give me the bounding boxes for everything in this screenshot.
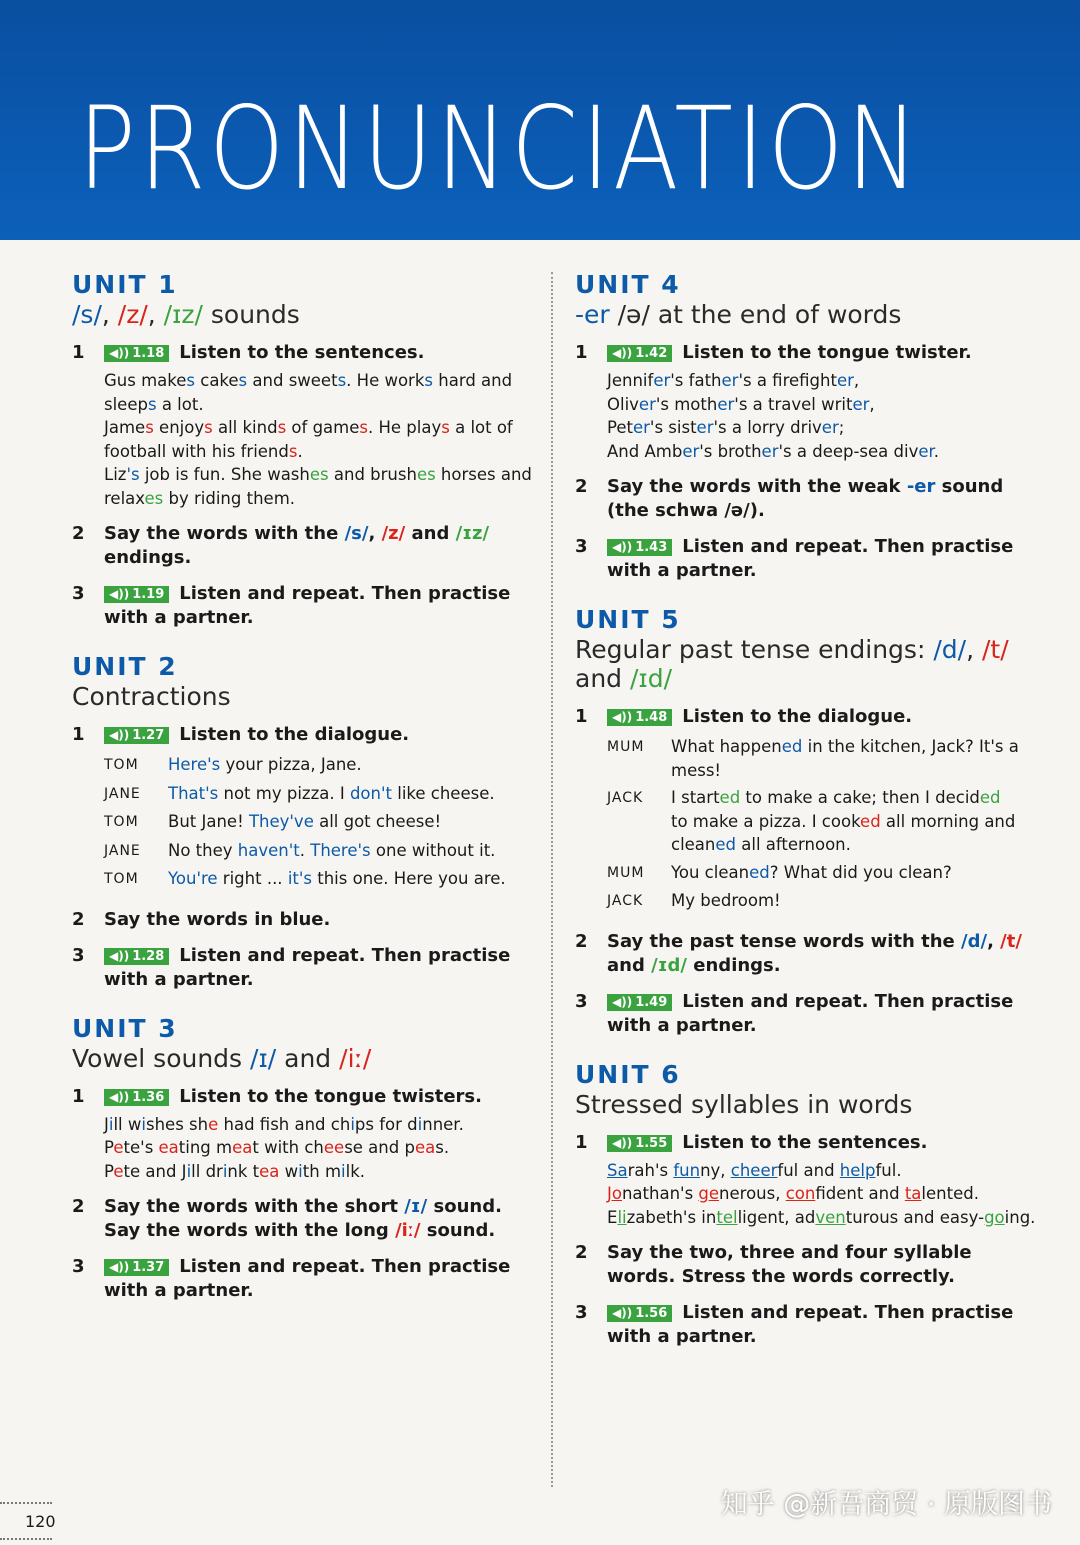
unit-6-sentences: Sarah's funny, cheerful and helpful. Jonathan's generous, confident and talented. Elizabeth's intelligent, adventurous and easy-going. <box>607 1160 1036 1227</box>
unit-5 <box>575 605 1035 1038</box>
unit-4-subtitle: -er /ə/ at the end of words <box>575 300 902 329</box>
unit-4-task-3: 3 ◀)) 1.43 Listen and repeat. Then practise with a partner. <box>575 536 1014 581</box>
unit-1-subtitle: /s/, /z/, /ɪz/ sounds <box>72 300 300 329</box>
unit-2-task-2: 2 Say the words in blue. <box>72 908 331 930</box>
speaker-icon: ◀)) <box>109 728 130 742</box>
speaker-icon: ◀)) <box>109 346 130 360</box>
speaker-icon: ◀)) <box>612 710 633 724</box>
unit-2 <box>72 652 522 992</box>
unit-6-subtitle: Stressed syllables in words <box>575 1089 913 1119</box>
right-column <box>575 270 1035 1371</box>
watermark: 知乎 @新吾商贸 · 原版图书 <box>720 1489 1052 1520</box>
unit-6-task-3: 3 ◀)) 1.56 Listen and repeat. Then practise with a partner. <box>575 1302 1014 1347</box>
title-banner <box>0 0 1080 240</box>
speaker-icon: ◀)) <box>109 948 130 963</box>
audio-track-badge[interactable]: ◀)) 1.37 <box>104 1259 169 1276</box>
speaker-icon: ◀)) <box>612 1135 633 1150</box>
unit-2-dialogue: TOM Here's your pizza, Jane. JANE That's not my pizza. I don't like cheese. TOM But Jane! They've all got cheese! JANE No they haven't. There's one without it. TOM You're right ... it's this one. Here you are. <box>104 755 506 888</box>
unit-3 <box>72 1014 522 1304</box>
speaker-icon: ◀)) <box>612 994 633 1009</box>
page-number-rule-top <box>0 1502 52 1504</box>
page-number-rule-bottom <box>0 1538 52 1540</box>
column-divider <box>551 272 553 1487</box>
unit-6-task-1: 1 ◀)) 1.55 Listen to the sentences. Sarah's funny, cheerful and helpful. Jonathan's generous, confident and talented. Elizabeth's intelligent, adventurous and easy-going. <box>575 1131 1035 1230</box>
unit-1 <box>72 270 532 630</box>
unit-5-subtitle: Regular past tense endings: /d/, /t/ and /ɪd/ <box>575 635 1009 693</box>
unit-3-task-2: 2 Say the words with the short /ɪ/ sound. Say the words with the long /iː/ sound. <box>72 1196 502 1241</box>
unit-1-task-2: 2 Say the words with the /s/, /z/ and /ɪz/ endings. <box>72 523 490 568</box>
audio-track-badge[interactable]: ◀)) 1.27 <box>104 727 169 744</box>
unit-4 <box>575 270 1035 583</box>
speaker-icon: ◀)) <box>612 540 633 554</box>
audio-track-badge[interactable]: ◀)) 1.42 <box>607 345 672 362</box>
unit-1-sentences: Gus makes cakes and sweets. He works hard and sleeps a lot. James enjoys all kinds of games. He plays a lot of football with his friends. Liz's job is fun. She washes and brushes horses and relaxes by riding them. <box>104 371 532 508</box>
unit-5-dialogue: MUM What happened in the kitchen, Jack? It's a mess! JACK I started to make a cake; then I decided to make a pizza. I cooked all morning and cleaned all afternoon. MUM You cleaned? What did you clean? JACK My bedroom! <box>607 737 1019 910</box>
unit-5-task-1: 1 ◀)) 1.48 Listen to the dialogue. MUM What happened in the kitchen, Jack? It's a mess! JACK I started to make a cake; then I decided to make a pizza. I cooked all morning and cleaned all afternoon. MUM You cleaned? What did you clean? JACK My bedroom! <box>575 705 1035 918</box>
page-title: PRONUNCIATION <box>78 82 922 215</box>
unit-6-task-2: 2 Say the two, three and four syllable words. Stress the words correctly. <box>575 1242 972 1287</box>
unit-6-label: UNIT 6 <box>575 1059 681 1089</box>
audio-track-badge[interactable]: ◀)) 1.48 <box>607 709 672 726</box>
unit-5-task-2: 2 Say the past tense words with the /d/, /t/ and /ɪd/ endings. <box>575 930 1022 976</box>
unit-4-tongue-twister: Jennifer's father's a firefighter, Oliver's mother's a travel writer, Peter's sister's a lorry driver; And Amber's brother's a deep-sea diver. <box>607 371 940 461</box>
unit-4-task-1: 1 ◀)) 1.42 Listen to the tongue twister. Jennifer's father's a firefighter, Oliver's mother's a travel writer, Peter's sister's a lorry driver; And Amber's brother's a deep-sea diver. <box>575 341 1035 463</box>
unit-5-task-3: 3 ◀)) 1.49 Listen and repeat. Then practise with a partner. <box>575 990 1014 1036</box>
unit-4-label: UNIT 4 <box>575 270 681 299</box>
unit-1-task-3: 3 ◀)) 1.19 Listen and repeat. Then practise with a partner. <box>72 583 511 628</box>
audio-track-badge[interactable]: ◀)) 1.19 <box>104 586 169 603</box>
speaker-icon: ◀)) <box>109 587 130 601</box>
unit-5-label: UNIT 5 <box>575 605 681 634</box>
unit-3-tongue-twisters: Jill wishes she had fsh and chips for dinner. Pete's eating meat with cheese and peas. Pete and Jill drink tea with milk. <box>104 1114 464 1181</box>
audio-track-badge[interactable]: ◀)) 1.55 <box>607 1135 672 1152</box>
audio-track-badge[interactable]: ◀)) 1.28 <box>104 948 169 965</box>
left-column <box>72 270 532 1325</box>
unit-3-label: UNIT 3 <box>72 1013 178 1043</box>
audio-track-badge[interactable]: ◀)) 1.43 <box>607 539 672 556</box>
unit-6 <box>575 1060 1035 1350</box>
unit-3-subtitle: Vowel sounds /ɪ/ and /iː/ <box>72 1043 372 1073</box>
unit-2-task-1: 1 ◀)) 1.27 Listen to the dialogue. TOM Here's your pizza, Jane. JANE That's not my pizza. I don't like cheese. TOM But Jane! They've all got cheese! JANE No they haven't. There's one without it. TOM You're right ... it's this one. Here you are. <box>72 723 522 896</box>
speaker-icon: ◀)) <box>109 1260 130 1274</box>
audio-track-badge[interactable]: ◀)) 1.18 <box>104 345 169 362</box>
audio-track-badge[interactable]: ◀)) 1.36 <box>104 1089 169 1106</box>
unit-1-label: UNIT 1 <box>72 270 178 299</box>
unit-3-task-1: 1 ◀)) 1.36 Listen to the tongue twisters. Jill wishes she had fsh and chips for dinner. Pete's eating meat with cheese and peas. Pete and Jill drink tea with milk. <box>72 1085 522 1184</box>
unit-4-task-2: 2 Say the words with the weak -er sound (the schwa /ə/). <box>575 476 1004 521</box>
unit-2-subtitle: Contractions <box>72 682 231 711</box>
page-number: 120 <box>25 1512 56 1531</box>
speaker-icon: ◀)) <box>612 1306 633 1320</box>
speaker-icon: ◀)) <box>612 346 633 360</box>
unit-2-label: UNIT 2 <box>72 652 178 681</box>
audio-track-badge[interactable]: ◀)) 1.56 <box>607 1305 672 1322</box>
speaker-icon: ◀)) <box>109 1089 130 1104</box>
unit-1-task-1: 1 ◀)) 1.18 Listen to the sentences. Gus makes cakes and sweets. He works hard and sleeps a lot. James enjoys all kinds of games. He plays a lot of football with his friends. Liz's job is fun. She washes and brushes horses and relaxes by riding them. <box>72 341 522 510</box>
unit-3-task-3: 3 ◀)) 1.37 Listen and repeat. Then practise with a partner. <box>72 1256 511 1301</box>
unit-2-task-3: 3 ◀)) 1.28 Listen and repeat. Then practise with a partner. <box>72 944 511 990</box>
audio-track-badge[interactable]: ◀)) 1.49 <box>607 994 672 1011</box>
